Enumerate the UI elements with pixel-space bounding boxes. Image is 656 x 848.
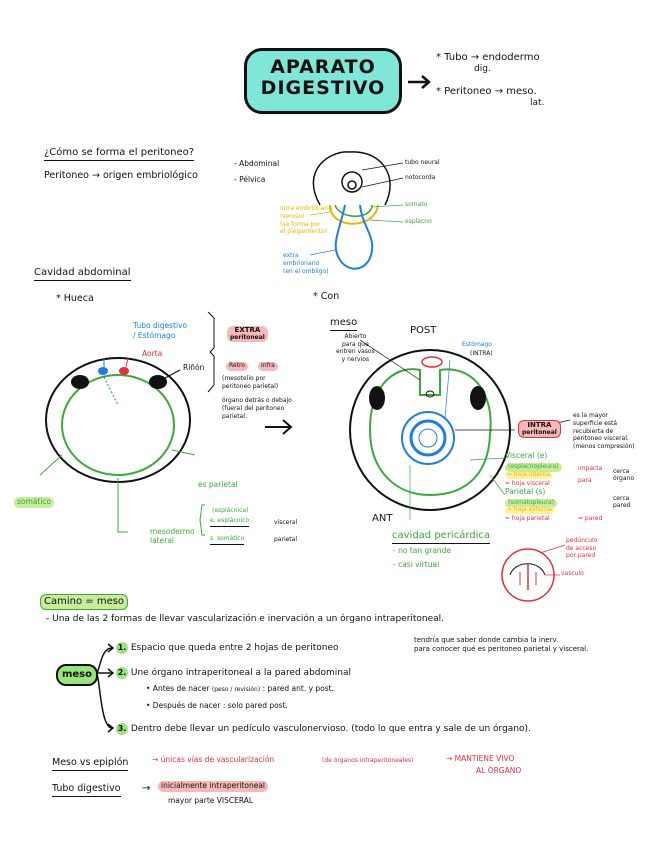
- label-tubo-neural: tubo neural: [405, 159, 440, 166]
- bullet-tubo: * Tubo → endodermo: [436, 52, 540, 63]
- camino-item-2a: • Antes de nacer (peso / revisión) : pared ant. y post.: [146, 684, 334, 693]
- label-intra-paren: (INTRA): [470, 350, 493, 357]
- vascular-pedicle-diagram: [502, 545, 565, 601]
- label-aorta: Aorta: [142, 349, 163, 358]
- label-hoja-parietal: = hoja parietal: [505, 515, 550, 522]
- label-e-esplacnico: e. esplácnico: [210, 518, 249, 527]
- label-no-tan-grande: - no tan grande: [393, 546, 452, 555]
- retro-tag: Retro: [226, 362, 248, 371]
- mesotelio-note: (mesotelio por peritoneo parietal): [222, 375, 279, 390]
- bullet-tubo-sub: dig.: [474, 64, 491, 74]
- bullet-peritoneo: * Peritoneo → meso.: [436, 86, 537, 97]
- label-es-parietal: es parietal: [198, 480, 238, 489]
- meso-vs-red: → únicas vías de vascularización: [152, 755, 275, 764]
- label-estomago: / Estómago: [133, 331, 176, 340]
- page-title: [244, 48, 402, 114]
- camino-item-3: 3. Dentro debe llevar un pedículo vasculonervioso. (todo lo que entra y sale de un órgano).: [117, 724, 531, 734]
- label-rinon: Riñón: [183, 363, 205, 372]
- label-cerca-pared: cerca pared: [613, 495, 631, 510]
- tubo-digestivo-footer: Tubo digestivo: [52, 784, 121, 797]
- organo-note: órgano detrás o debajo (fuera) del peritoneo parietal.: [222, 397, 292, 420]
- intra-note: es la mayor superficie está recubierta de peritoneo visceral. (menos compresión): [573, 412, 635, 451]
- label-visceral-left: visceral: [274, 519, 298, 526]
- meso-box: meso: [56, 664, 98, 686]
- camino-item-1: 1. Espacio que queda entre 2 hojas de peritoneo: [117, 643, 339, 653]
- label-estomago-right: Estómago: [462, 341, 492, 348]
- label-hoja-externa: = hoja externa: [507, 506, 552, 513]
- abdominal-text: - Abdominal: [234, 159, 280, 168]
- meso-vs-red-2: (de órganos intraperitoneales): [322, 757, 414, 764]
- con-label: * Con: [313, 291, 340, 302]
- label-intra-embrionario: intra embrionario (seroso) (se forma por el plegamiento): [280, 205, 333, 236]
- label-esplacnica-note: (esplácnica): [212, 507, 249, 514]
- mayor-parte-visceral: mayor parte VISCERAL: [168, 796, 254, 805]
- origin-text: Peritoneo → origen embriológico: [44, 170, 198, 181]
- label-hoja-interna: = hoja interna: [507, 471, 551, 478]
- label-para: para: [578, 477, 592, 484]
- label-s-somatico: s. somático: [210, 536, 244, 545]
- camino-item-2: 2. Une órgano intraperitoneal a la pared abdominal: [117, 668, 351, 678]
- label-esplacnopleura: (esplacnopleura): [505, 463, 562, 472]
- extra-peritoneal-tag: EXTRA peritoneal: [227, 326, 268, 342]
- mantiene-vivo: → MANTIENE VIVO: [446, 754, 515, 763]
- hollow-cavity-diagram: [40, 312, 214, 535]
- title-line-1: APARATO: [270, 56, 376, 78]
- camino-item-2b: • Después de nacer : solo pared post.: [146, 701, 288, 710]
- cavidad-heading: Cavidad abdominal: [34, 267, 131, 281]
- label-parietal-s: Parietal (s): [505, 487, 546, 496]
- label-somato: somato: [405, 201, 428, 208]
- middle-arrow: [265, 420, 291, 434]
- inicialmente-intraperitoneal: inicialmente intraperitoneal: [158, 781, 268, 792]
- label-pedunculo: pedúnculo de acceso por pared: [566, 537, 598, 559]
- label-somatopleura: (somatopleura): [505, 499, 557, 508]
- label-extra-embrionario: extra embrionario (en el ombligo): [283, 252, 329, 275]
- meso-heading: meso: [330, 317, 357, 331]
- label-pared: = pared: [578, 515, 603, 522]
- title-line-2: DIGESTIVO: [260, 76, 386, 99]
- tubo-arrow: →: [142, 783, 151, 794]
- label-parietal-left: parietal: [274, 536, 298, 543]
- label-tubo-digestivo: Tubo digestivo: [133, 321, 188, 330]
- infra-tag: Infra: [258, 362, 278, 371]
- meso-bracket: [96, 644, 113, 732]
- label-esplacno: esplacno: [405, 218, 432, 225]
- title-arrow: [408, 76, 429, 88]
- bullet-peritoneo-sub: lat.: [530, 98, 545, 108]
- label-hoja-visceral: = hoja visceral: [505, 480, 550, 487]
- label-mesodermo-lateral: mesodermo lateral: [150, 527, 195, 545]
- label-visceral-e: Visceral (e): [505, 451, 548, 460]
- intra-peritoneal-tag: INTRA peritoneal: [518, 420, 561, 438]
- camino-heading: Camino = meso: [40, 594, 128, 610]
- label-notocorda: notocorda: [405, 174, 436, 181]
- meso-vs-epiplon: Meso vs epiplón: [52, 758, 128, 771]
- abierto-note: Abierto para que entren vasos y nervios: [336, 333, 375, 363]
- label-ant: ANT: [372, 513, 393, 524]
- camino-intro: - Una de las 2 formas de llevar vascularización e inervación a un órgano intraperitoneal.: [46, 614, 445, 624]
- pelvica-text: - Pélvica: [234, 175, 266, 184]
- label-casi-virtual: - casi virtual: [393, 560, 440, 569]
- al-organo: AL ÓRGANO: [476, 766, 522, 775]
- question-heading: ¿Cómo se forma el peritoneo?: [44, 147, 194, 161]
- label-vasculo: vasculo: [561, 570, 584, 577]
- label-post: POST: [410, 325, 437, 336]
- label-cavidad-pericardica: cavidad pericárdica: [392, 530, 490, 544]
- label-impacta: impacta: [578, 465, 603, 472]
- hueca-label: * Hueca: [56, 293, 94, 304]
- label-somatico: somático: [14, 497, 54, 508]
- camino-item-1-note: tendría que saber donde cambia la inerv. para conocer qué es peritoneo parietal y visceral.: [414, 636, 589, 654]
- label-cerca-organo: cerca órgano: [613, 468, 634, 483]
